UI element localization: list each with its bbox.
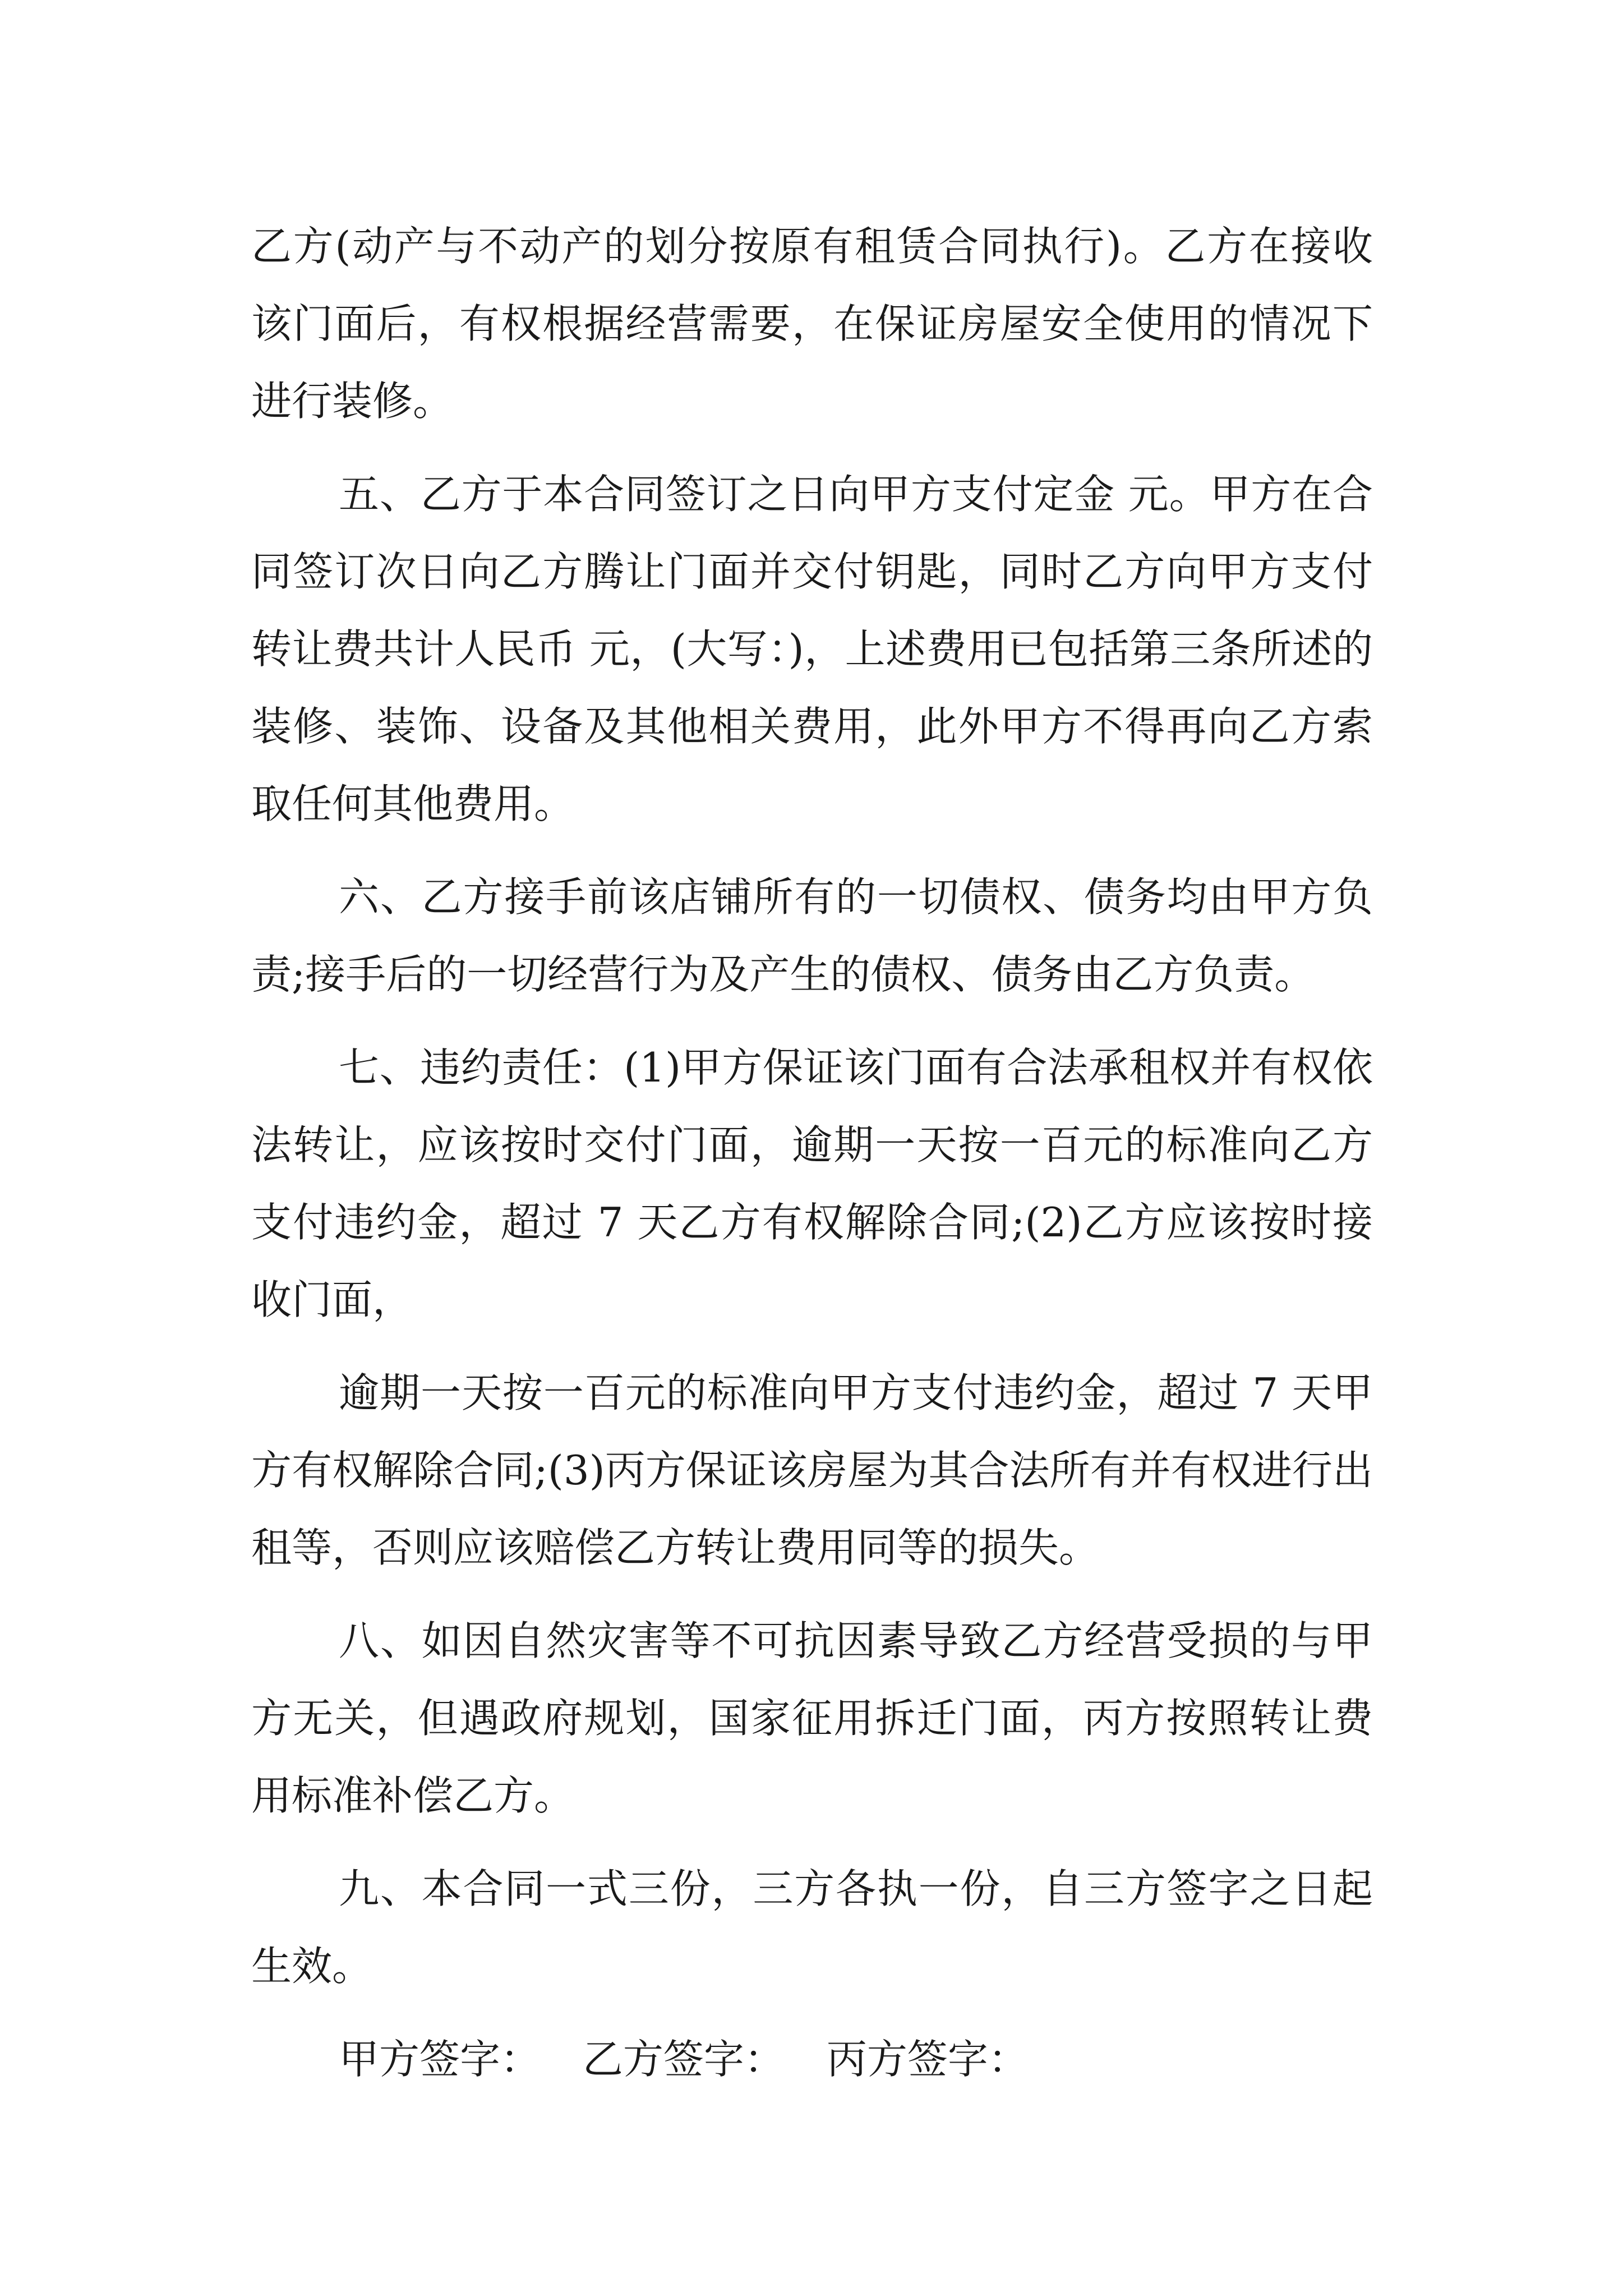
paragraph-clause-5-payment: 五、乙方于本合同签订之日向甲方支付定金 元。甲方在合同签订次日向乙方腾让门面并交付钥匙，同时乙方向甲方支付转让费共计人民币 元，(大写：)，上述费用已包括第三条所述的装修、装饰、设备及其他相关费用，此外甲方不得再向乙方索取任何其他费用。: [251, 471, 1373, 827]
party-a-signature-label: 甲方签字：: [339, 2036, 541, 2083]
paragraph-continuation-clause-4: 乙方(动产与不动产的划分按原有租赁合同执行)。乙方在接收该门面后，有权根据经营需要，在保证房屋安全使用的情况下进行装修。: [251, 223, 1373, 425]
paragraph-clause-6-debts: 六、乙方接手前该店铺所有的一切债权、债务均由甲方负责;接手后的一切经营行为及产生的债权、债务由乙方负责。: [251, 873, 1373, 998]
party-c-signature-label: 丙方签字：: [826, 2036, 1029, 2083]
paragraph-clause-7-continued: 逾期一天按一百元的标准向甲方支付违约金，超过 7 天甲方有权解除合同;(3)丙方保证该房屋为其合法所有并有权进行出租等，否则应该赔偿乙方转让费用同等的损失。: [251, 1369, 1373, 1571]
document-body: [251, 208, 1373, 2098]
signature-line: [251, 2021, 1373, 2098]
paragraph-clause-7-liability: 七、违约责任：(1)甲方保证该门面有合法承租权并有权依法转让，应该按时交付门面，逾期一天按一百元的标准向乙方支付违约金，超过 7 天乙方有权解除合同;(2)乙方应该按时接收门面，: [251, 1044, 1373, 1323]
paragraph-clause-8-force-majeure: 八、如因自然灾害等不可抗因素导致乙方经营受损的与甲方无关，但遇政府规划，国家征用拆迁门面，丙方按照转让费用标准补偿乙方。: [251, 1617, 1373, 1819]
paragraph-clause-9-copies: 九、本合同一式三份，三方各执一份，自三方签字之日起生效。: [251, 1865, 1373, 1990]
party-b-signature-label: 乙方签字：: [582, 2036, 785, 2083]
